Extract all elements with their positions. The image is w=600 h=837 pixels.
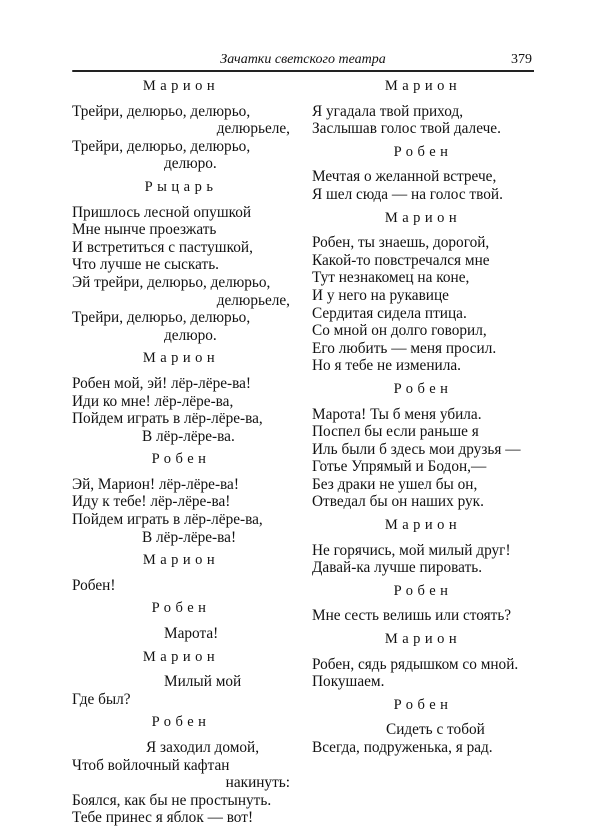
verse-line: Мне нынче проезжать <box>72 221 217 239</box>
speaker-name: Робен <box>393 143 453 160</box>
page-header <box>72 52 534 70</box>
verse-line: Чтоб войлочный кафтан <box>72 756 230 774</box>
verse-line: Пришлось лесной опушкой <box>72 203 252 221</box>
verse-line: Мечтая о желанной встрече, <box>312 168 497 186</box>
verse-line: Готье Упрямый и Бодон,— <box>312 458 487 476</box>
verse-line: Со мной он долго говорил, <box>312 322 487 340</box>
verse-line: Без драки не ушел бы он, <box>312 475 478 493</box>
speaker-name: Марион <box>142 78 220 94</box>
speaker-name: Робен <box>393 380 453 397</box>
verse-line: Где был? <box>72 690 131 708</box>
right-column <box>312 78 534 757</box>
verse-line: Иду к тебе! лёр-лёре-ва! <box>72 493 231 511</box>
speaker-name: Робен <box>151 451 211 468</box>
verse-line: делюрьеле, <box>216 291 290 309</box>
verse-line: Не горячись, мой милый друг! <box>312 541 511 559</box>
verse-line: Всегда, подруженька, я рад. <box>312 739 493 756</box>
verse-line: Его любить — меня просил. <box>312 339 497 357</box>
page-number: 379 <box>511 52 532 67</box>
verse-line: Марота! Ты б меня убила. <box>312 405 482 423</box>
speaker-name: Марион <box>384 517 462 534</box>
verse-line: Мне сесть велишь или стоять? <box>312 607 512 625</box>
verse-line: Робен, ты знаешь, дорогой, <box>312 234 490 252</box>
speaker-name: Робен <box>393 696 453 713</box>
verse-line: Иль были б здесь мои друзья — <box>312 440 521 458</box>
verse-line: Эй, Марион! лёр-лёре-ва! <box>72 475 239 493</box>
speaker-name: Марион <box>384 209 462 226</box>
verse-line: Какой-то повстречался мне <box>312 251 490 269</box>
verse-line: Сердитая сидела птица. <box>312 304 467 322</box>
verse-line: Я шел сюда — на голос твой. <box>312 185 503 203</box>
speaker-name: Робен <box>151 600 211 617</box>
verse-line: делюро. <box>164 155 217 173</box>
verse-line: И встретиться с пастушкой, <box>72 238 253 256</box>
verse-line: делюро. <box>164 326 217 344</box>
verse-line: Что лучше не сыскать. <box>72 256 220 274</box>
verse-line: В лёр-лёре-ва. <box>142 427 235 445</box>
speaker-name: Рыцарь <box>144 178 218 195</box>
verse-line: Боялся, как бы не простынуть. <box>72 791 272 809</box>
verse-line: Поспел бы если раньше я <box>312 423 479 441</box>
verse-line: Покушаем. <box>312 673 385 691</box>
speaker-name: Робен <box>151 714 211 731</box>
verse-line: Но я тебе не изменила. <box>312 357 461 375</box>
verse-line: Я заходил домой, <box>146 739 260 756</box>
verse-line: В лёр-лёре-ва! <box>142 528 237 546</box>
verse-line: Заслышав голос твой далече. <box>312 120 501 138</box>
verse-line: Иди ко мне! лёр-лёре-ва, <box>72 392 234 410</box>
speaker-name: Робен <box>393 582 453 599</box>
verse-line: делюрьеле, <box>216 120 290 138</box>
verse-line: Эй трейри, делюрьо, делюрьо, <box>72 273 271 291</box>
verse-line: Робен мой, эй! лёр-лёре-ва! <box>72 374 252 392</box>
verse-line: Пойдем играть в лёр-лёре-ва, <box>72 410 263 428</box>
verse-line: Пойдем играть в лёр-лёре-ва, <box>72 511 263 529</box>
verse-line: И у него на рукавице <box>312 286 449 304</box>
verse-line: Давай-ка лучше пировать. <box>312 559 483 577</box>
speaker-name: Марион <box>142 350 220 367</box>
speaker-name: Марион <box>384 78 462 94</box>
verse-line: Сидеть с тобой <box>386 721 485 739</box>
verse-line: Я угадала твой приход, <box>312 102 464 120</box>
verse-line: Отведал бы он наших рук. <box>312 493 484 511</box>
speaker-name: Марион <box>384 631 462 648</box>
verse-line: Трейри, делюрьо, делюрьо, <box>72 137 251 155</box>
header-rule <box>72 70 534 72</box>
verse-line: Тут незнакомец на коне, <box>312 269 470 287</box>
verse-line: накинуть: <box>225 774 290 792</box>
verse-line: Тебе принес я яблок — вот! <box>72 809 254 827</box>
left-column <box>72 78 290 827</box>
verse-line: Марота! <box>164 625 219 643</box>
verse-line: Трейри, делюрьо, делюрьо, <box>72 309 251 327</box>
running-title: Зачатки светского театра <box>220 52 386 67</box>
verse-line: Милый мой <box>164 673 242 691</box>
speaker-name: Марион <box>142 552 220 569</box>
verse-line: Робен! <box>72 576 116 594</box>
verse-line: Робен, сядь рядышком со мной. <box>312 655 519 673</box>
verse-line: Трейри, делюрьо, делюрьо, <box>72 102 251 120</box>
speaker-name: Марион <box>142 648 220 665</box>
